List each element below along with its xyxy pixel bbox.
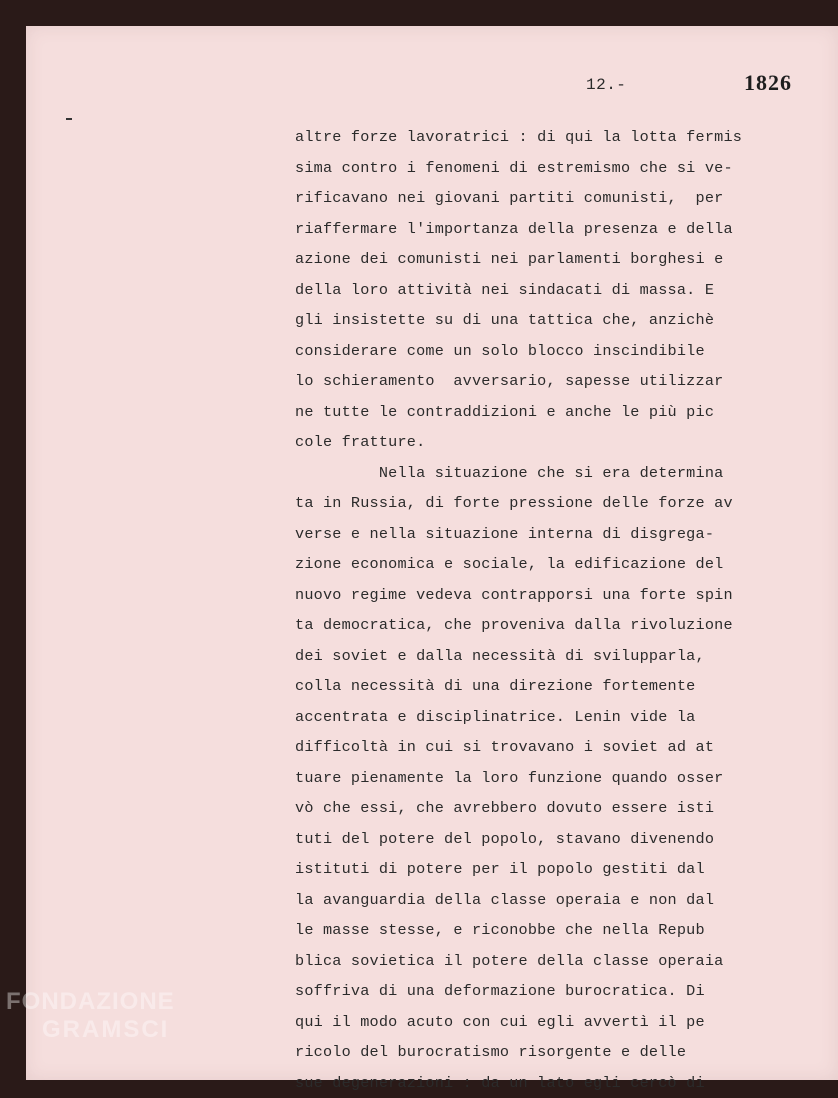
- text-line: ricolo del burocratismo risorgente e delle: [295, 1037, 815, 1068]
- fondazione-gramsci-watermark: [6, 990, 175, 1042]
- text-line: nuovo regime vedeva contrapporsi una forte spin: [295, 580, 815, 611]
- text-line: tuti del potere del popolo, stavano divenendo: [295, 824, 815, 855]
- margin-mark: [66, 118, 72, 120]
- text-line: sue degenerazioni : da un lato egli cercò di: [295, 1068, 815, 1098]
- text-line: rificavano nei giovani partiti comunisti, per: [295, 183, 815, 214]
- text-line: altre forze lavoratrici : di qui la lotta fermis: [295, 122, 815, 153]
- text-line: ta democratica, che proveniva dalla rivoluzione: [295, 610, 815, 641]
- text-line: verse e nella situazione interna di disgrega-: [295, 519, 815, 550]
- text-line: soffriva di una deformazione burocratica. Di: [295, 976, 815, 1007]
- document-page: [26, 26, 838, 1080]
- text-line: accentrata e disciplinatrice. Lenin vide la: [295, 702, 815, 733]
- text-line: vò che essi, che avrebbero dovuto essere isti: [295, 793, 815, 824]
- text-line: tuare pienamente la loro funzione quando osser: [295, 763, 815, 794]
- text-line: dei soviet e dalla necessità di svilupparla,: [295, 641, 815, 672]
- text-line: riaffermare l'importanza della presenza e della: [295, 214, 815, 245]
- text-line: cole fratture.: [295, 427, 815, 458]
- text-line: azione dei comunisti nei parlamenti borghesi e: [295, 244, 815, 275]
- text-line: istituti di potere per il popolo gestiti dal: [295, 854, 815, 885]
- text-line: Nella situazione che si era determina: [295, 458, 815, 489]
- page-number: 12.-: [586, 76, 626, 94]
- text-line: sima contro i fenomeni di estremismo che si ve-: [295, 153, 815, 184]
- text-line: considerare come un solo blocco inscindibile: [295, 336, 815, 367]
- text-line: qui il modo acuto con cui egli avvertì il pe: [295, 1007, 815, 1038]
- folio-number: 1826: [744, 70, 792, 96]
- text-line: lo schieramento avversario, sapesse utilizzar: [295, 366, 815, 397]
- watermark-line-2: GRAMSCI: [42, 1018, 175, 1042]
- watermark-line-1: FONDAZIONE: [6, 990, 175, 1014]
- typewritten-text: [295, 122, 815, 1098]
- text-line: ne tutte le contraddizioni e anche le più pic: [295, 397, 815, 428]
- text-line: blica sovietica il potere della classe operaia: [295, 946, 815, 977]
- text-line: le masse stesse, e riconobbe che nella Repub: [295, 915, 815, 946]
- text-line: della loro attività nei sindacati di massa. E: [295, 275, 815, 306]
- text-line: la avanguardia della classe operaia e non dal: [295, 885, 815, 916]
- text-line: gli insistette su di una tattica che, anzichè: [295, 305, 815, 336]
- text-line: ta in Russia, di forte pressione delle forze av: [295, 488, 815, 519]
- text-line: colla necessità di una direzione fortemente: [295, 671, 815, 702]
- text-line: difficoltà in cui si trovavano i soviet ad at: [295, 732, 815, 763]
- text-line: zione economica e sociale, la edificazione del: [295, 549, 815, 580]
